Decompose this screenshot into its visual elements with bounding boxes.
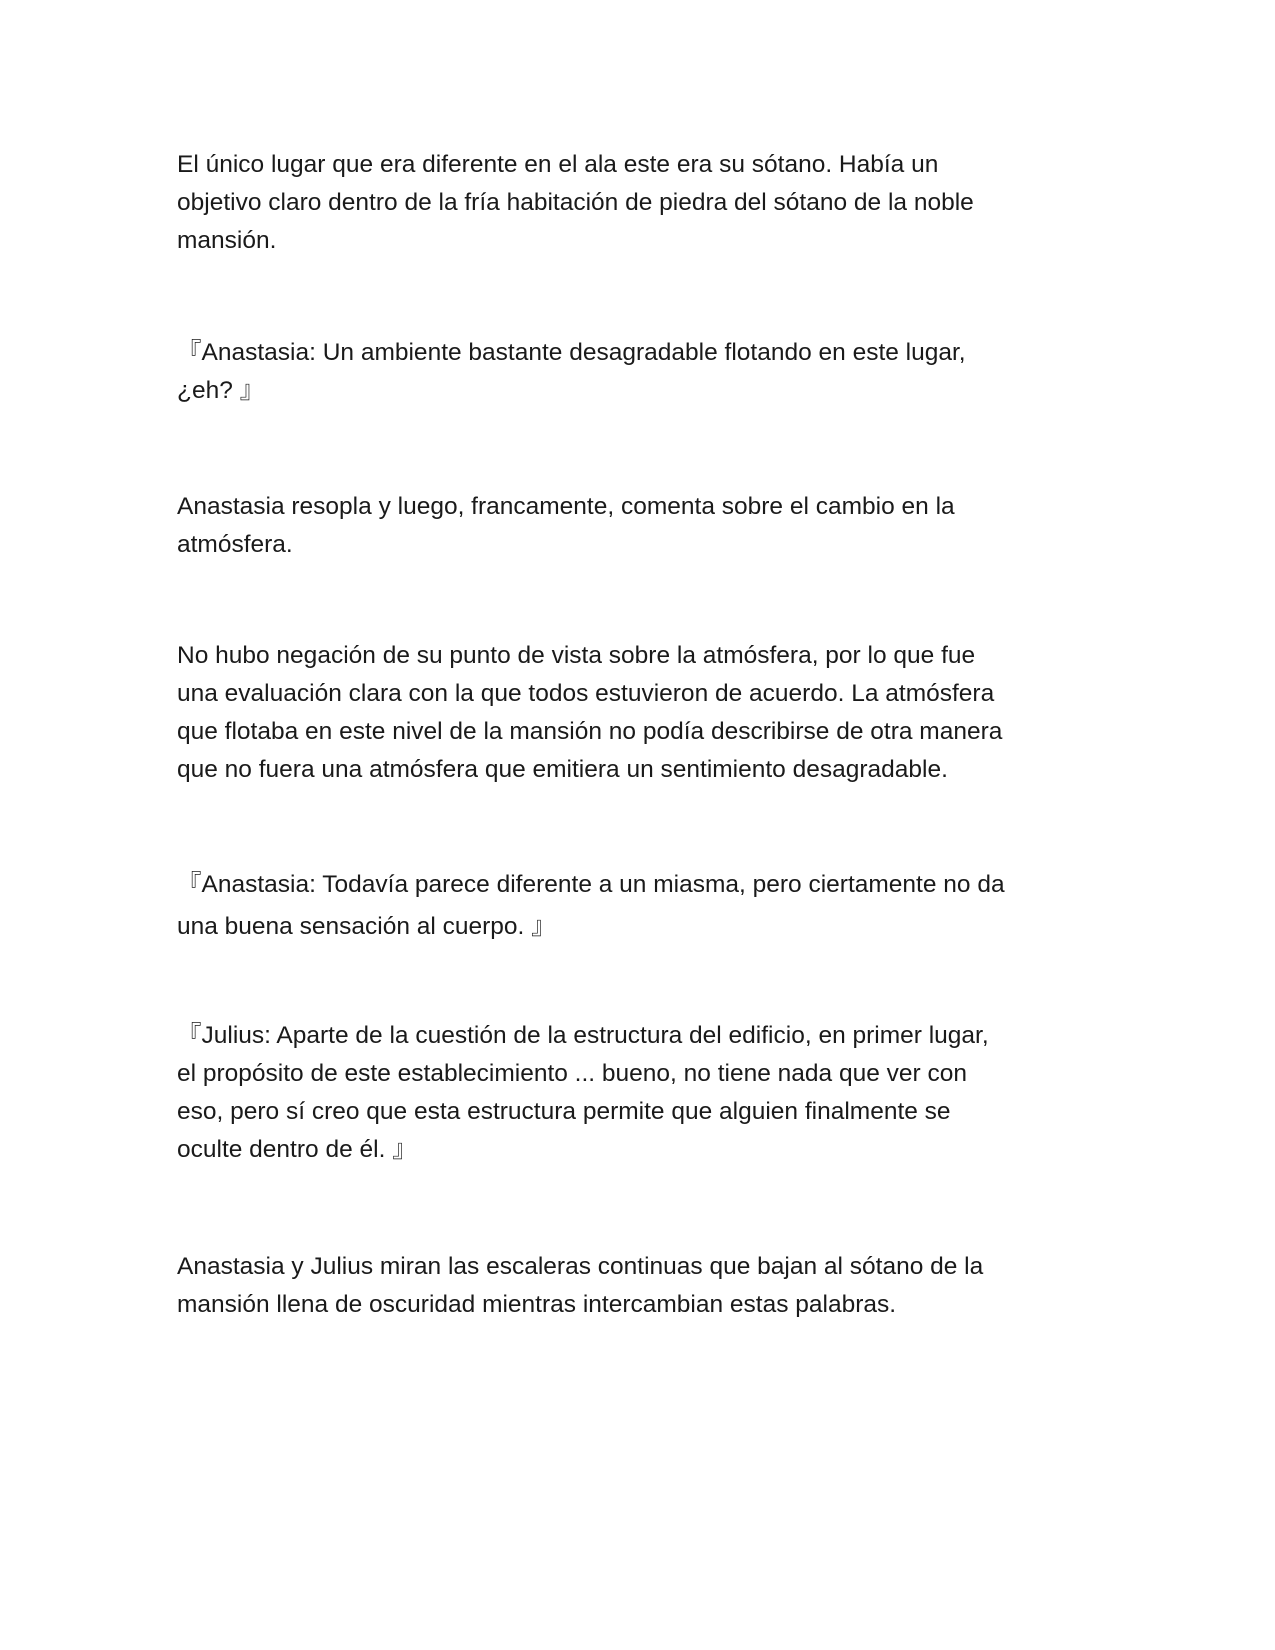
narration-paragraph: El único lugar que era diferente en el ala este era su sótano. Había un objetivo claro dentro de la fría habitación de piedra del sótano de la noble mansión. bbox=[177, 151, 974, 254]
dialogue-paragraph: 『Julius: Aparte de la cuestión de la estructura del edificio, en primer lugar, el propósito de este establecimiento ... bueno, no tiene nada que ver con eso, pero sí creo que esta estructura permite que alguien finalmente se oculte dentro de él. 』 bbox=[177, 1022, 989, 1163]
dialogue-paragraph: 『Anastasia: Un ambiente bastante desagradable flotando en este lugar, ¿eh? 』 bbox=[177, 339, 966, 404]
narration-paragraph: Anastasia y Julius miran las escaleras continuas que bajan al sótano de la mansión llena de oscuridad mientras intercambian estas palabras. bbox=[177, 1253, 984, 1318]
narration-paragraph: No hubo negación de su punto de vista sobre la atmósfera, por lo que fue una evaluación clara con la que todos estuvieron de acuerdo. La atmósfera que flotaba en este nivel de la mansión no podía describirse de otra manera que no fuera una atmósfera que emitiera un sentimiento desagradable. bbox=[177, 642, 1003, 783]
narration-paragraph: Anastasia resopla y luego, francamente, comenta sobre el cambio en la atmósfera. bbox=[177, 493, 955, 558]
dialogue-paragraph: 『Anastasia: Todavía parece diferente a un miasma, pero ciertamente no da una buena sensación al cuerpo. 』 bbox=[177, 871, 1005, 940]
